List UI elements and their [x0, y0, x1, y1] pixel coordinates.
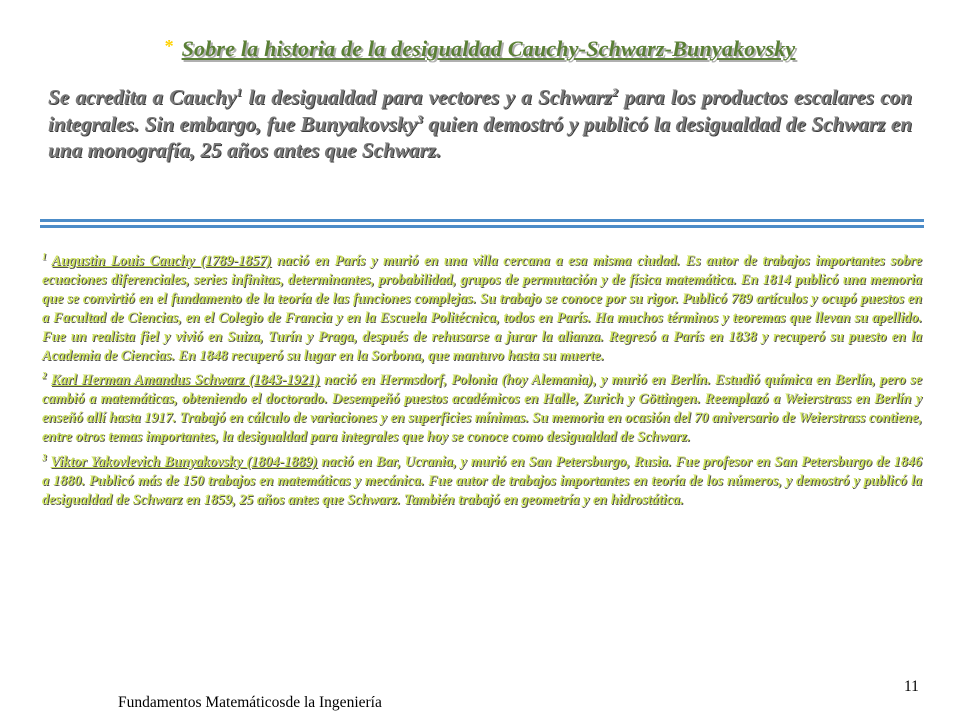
intro-paragraph [48, 84, 912, 164]
slide-title-row [0, 36, 960, 62]
footnote-text: nació en Hermsdorf, Polonia (hoy Alemania), y murió en Berlín. Estudió química en Berlín, pero se cambió a matemáticas, obteniendo el doctorado. Desempeñó puestos académicos en Halle, Zurich y Göttingen. Reemplazó a Weierstrass en Berlín y enseñó allí hasta 1917. Trabajó en cálculo de variaciones y en superficies mínimas. Su memoria en ocasión del 70 aniversario de Weierstrass contiene, entre otros temas importantes, la desigualdad para integrales que hoy se conoce como desigualdad de Schwarz. [42, 372, 923, 446]
page-number: 11 [904, 678, 919, 695]
divider-line-top [40, 219, 924, 222]
footnote-bunyakovsky [42, 453, 922, 510]
intro-text-4: quien demostró y publicó la desigualdad de Schwarz en una monografía, 25 años antes que Schwarz. [48, 111, 913, 162]
footnote-schwarz [42, 371, 922, 447]
footnote-text: nació en Bar, Ucrania, y murió en San Petersburgo, Rusia. Fue profesor en San Petersburgo de 1846 a 1880. Publicó más de 150 trabajos en matemáticas y mecánica. Fue autor de trabajos importantes en teoría de los números, y demostró y publicó la desigualdad de Schwarz en 1859, 25 años antes que Schwarz. También trabajó en geometría y en hidrostática. [42, 454, 922, 508]
footnote-person-name: Karl Herman Amandus Schwarz (1843-1921) [50, 372, 320, 389]
slide-title: Sobre la historia de la desigualdad Cauchy-Schwarz-Bunyakovsky [181, 36, 796, 61]
footnote-person-name: Viktor Yakovlevich Bunyakovsky (1804-1889) [50, 454, 318, 471]
footnotes [42, 252, 922, 516]
divider-line-bottom [40, 225, 924, 228]
bullet-star-icon: * [164, 36, 174, 56]
footnote-person-name: Augustin Louis Cauchy (1789-1857) [51, 253, 272, 269]
intro-footnote-ref-2: 2 [612, 84, 619, 99]
intro-footnote-ref-3: 3 [416, 111, 423, 126]
footnote-number: 3 [42, 452, 47, 463]
intro-text-3: para los productos escalares con integrales. Sin embargo, fue Bunyakovsky [48, 85, 912, 136]
slide-footer: Fundamentos Matemáticosde la Ingeniería [118, 694, 382, 711]
intro-text-1: Se acredita a Cauchy [48, 85, 237, 109]
footnote-number: 2 [42, 370, 47, 381]
footnote-text: nació en París y murió en una villa cercana a esa misma ciudad. Es autor de trabajos importantes sobre ecuaciones diferenciales, series infinitas, determinantes, probabilidad, grupos de permutación y de física matemática. En 1814 publicó una memoria que se convirtió en el fundamento de la teoría de las funciones complejas. Su trabajo se conoce por su rigor. Publicó 789 artículos y ocupó puestos en a Facultad de Ciencias, en el Colegio de Francia y en la Escuela Politécnica, todos en París. Ha muchos términos y teoremas que llevan su apellido. Fue un realista fiel y vivió en Suiza, Turín y Praga, después de rehusarse a jurar la alianza. Regresó a París en 1838 y recuperó su puesto en la Academia de Ciencias. En 1848 recuperó su lugar en la Sorbona, que mantuvo hasta su muerte. [42, 253, 922, 364]
footnote-number: 1 [42, 251, 47, 262]
intro-footnote-ref-1: 1 [236, 84, 243, 99]
footnote-cauchy [42, 252, 922, 365]
intro-text-2: la desigualdad para vectores y a Schwarz [242, 85, 613, 109]
